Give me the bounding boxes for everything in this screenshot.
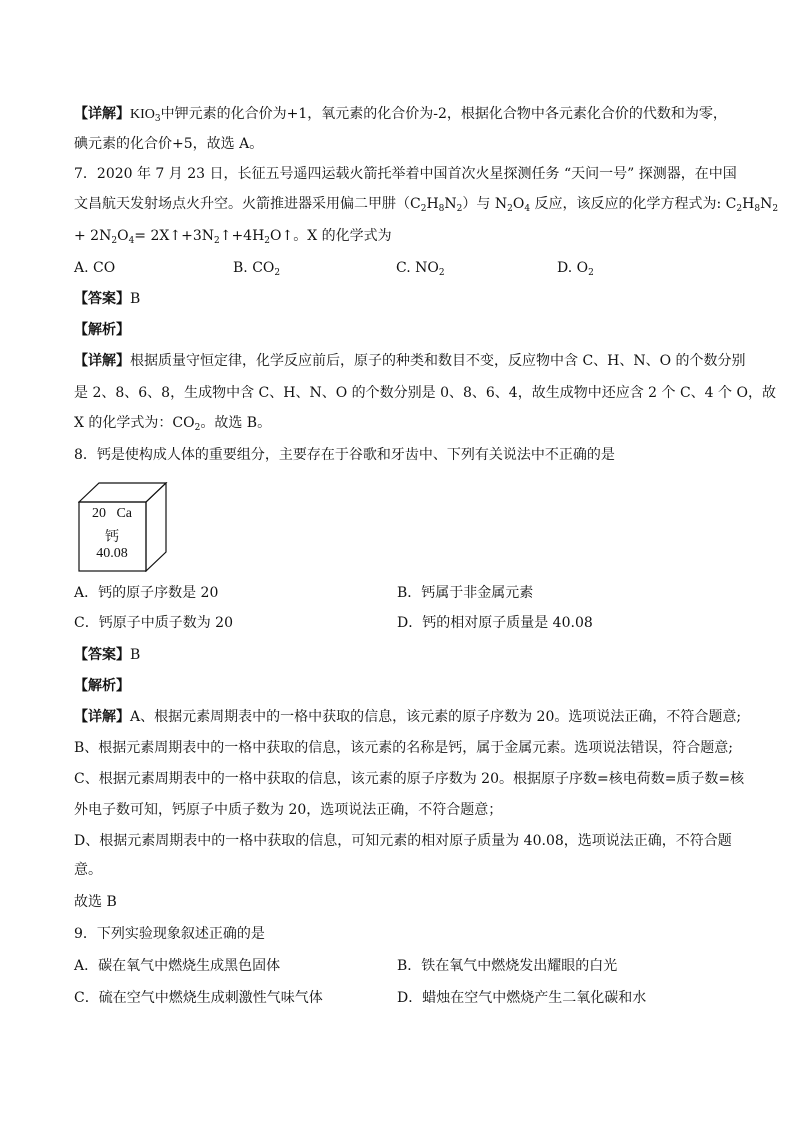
- q7-detail-line-3: X 的化学式为：$CO_2$。故选 B。: [74, 415, 272, 433]
- q8-detail-line-2: B、根据元素周期表中的一格中获取的信息，该元素的名称是钙，属于金属元素。选项说法错误，符合题意;: [74, 740, 734, 756]
- q8-option-d: D．钙的相对原子质量是 40.08: [397, 615, 593, 631]
- q9-stem: 9．下列实验现象叙述正确的是: [74, 926, 265, 942]
- q7-stem-line-1: 7．2020 年 7 月 23 日，长征五号遥四运载火箭托举着中国首次火星探测任务 “天问一号” 探测器，在中国: [74, 166, 737, 182]
- q8-detail-line-4: 外电子数可知，钙原子中质子数为 20，选项说法正确，不符合题意；: [74, 802, 503, 818]
- q7-detail-line-1: 【详解】根据质量守恒定律，化学反应前后，原子的种类和数目不变，反应物中含 C、H、N、O 的个数分别: [74, 353, 746, 369]
- q8-option-c: C．钙原子中质子数为 20: [74, 615, 233, 631]
- q8-answer: 【答案】B: [74, 647, 141, 663]
- q9-option-b: B．铁在氧气中燃烧发出耀眼的白光: [397, 958, 618, 974]
- atomic-mass: 40.08: [96, 546, 128, 561]
- q9-option-d: D．蜡烛在空气中燃烧产生二氧化碳和水: [397, 990, 647, 1006]
- atomic-number: 20: [91, 506, 106, 521]
- q8-option-b: B．钙属于非金属元素: [397, 585, 534, 601]
- element-symbol: Ca: [116, 506, 133, 521]
- q8-option-a: A．钙的原子序数是 20: [74, 585, 219, 601]
- q9-option-c: C．硫在空气中燃烧生成刺激性气味气体: [74, 990, 323, 1006]
- q8-detail-line-6: 意。: [74, 862, 102, 878]
- element-cell-calcium: [78, 482, 168, 572]
- element-name: 钙: [105, 529, 119, 545]
- element-header: [78, 506, 146, 522]
- q6-detail-line-2: 碘元素的化合价+5，故选 A。: [74, 136, 264, 152]
- q7-detail-line-2: 是 2、8、6、8，生成物中含 C、H、N、O 的个数分别是 0、8、6、4，故生成物中还应含 2 个 C、4 个 O，故: [74, 385, 776, 401]
- q8-detail-line-1: 【详解】A、根据元素周期表中的一格中获取的信息，该元素的原子序数为 20。选项说法正确，不符合题意;: [74, 709, 742, 725]
- q7-option-b: B. $CO_2$: [233, 260, 281, 278]
- q8-conclusion: 故选 B: [74, 894, 117, 910]
- q9-option-a: A．碳在氧气中燃烧生成黑色固体: [74, 958, 281, 974]
- q6-detail-line-1: 【详解】$KIO_3$中钾元素的化合价为+1，氧元素的化合价为-2，根据化合物中各元素化合价的代数和为零，: [74, 106, 727, 124]
- q8-detail-line-5: D、根据元素周期表中的一格中获取的信息，可知元素的相对原子质量为 40.08，选项说法正确，不符合题: [74, 833, 732, 849]
- q7-option-a: A. CO: [74, 260, 116, 276]
- q8-detail-line-3: C、根据元素周期表中的一格中获取的信息，该元素的原子序数为 20。根据原子序数=核电荷数=质子数=核: [74, 771, 745, 787]
- q7-option-d: D. $O_2$: [557, 260, 594, 278]
- q7-answer: 【答案】B: [74, 291, 141, 307]
- detail-tag: 【详解】: [74, 106, 130, 122]
- q7-stem-line-3: + $2N_2O_4=$ $2X↑+3N_2↑+4H_2O↑$。X 的化学式为: [74, 228, 392, 246]
- q7-option-c: C. $NO_2$: [396, 260, 445, 278]
- q7-stem-line-2: 文昌航天发射场点火升空。火箭推进器采用偏二甲肼$(C_2H_8N_2)$与 $N_2O_4$ 反应，该反应的化学方程式为: $C_2H_8N_2$: [74, 196, 779, 214]
- q8-analysis-heading: 【解析】: [74, 678, 130, 694]
- q7-analysis-heading: 【解析】: [74, 322, 130, 338]
- q8-stem: 8．钙是使构成人体的重要组分，主要存在于谷歌和牙齿中、下列有关说法中不正确的是: [74, 447, 615, 463]
